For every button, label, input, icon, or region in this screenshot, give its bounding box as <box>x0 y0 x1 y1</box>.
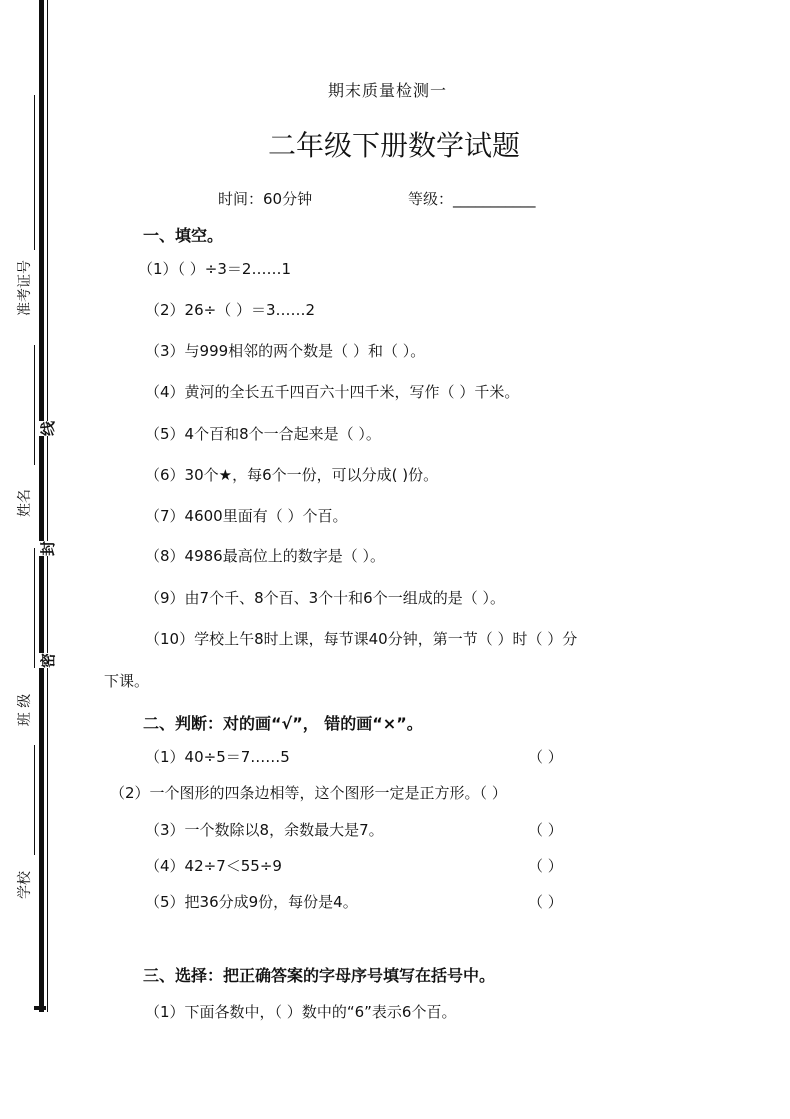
section1-heading: 一、填空。 <box>143 226 224 245</box>
section1-item-7: （7）4600里面有（ ）个百。 <box>145 507 348 525</box>
section1-item-10-cont: 下课。 <box>104 672 150 690</box>
binding-thin-line <box>47 0 48 1012</box>
section1-item-5: （5）4个百和8个一合起来是（ ）。 <box>145 425 381 443</box>
exam-number-fill-line <box>34 95 35 250</box>
section2-item-1: （1）40÷5＝7……5 <box>145 748 290 766</box>
section1-item-4: （4）黄河的全长五千四百六十四千米，写作（ ）千米。 <box>145 383 520 401</box>
section3-heading: 三、选择：把正确答案的字母序号填写在括号中。 <box>143 966 496 985</box>
section2-heading: 二、判断：对的画“√”， 错的画“×”。 <box>143 714 423 733</box>
grade-field: 等级：___________ <box>408 190 536 208</box>
school-label: 学校 <box>17 871 33 899</box>
name-label: 姓名 <box>17 489 33 517</box>
section2-item-3: （3）一个数除以8，余数最大是7。 <box>145 821 384 839</box>
close-mark: 密 <box>39 652 58 669</box>
section1-item-3: （3）与999相邻的两个数是（ ）和（ ）。 <box>145 342 426 360</box>
class-fill-line <box>34 548 35 668</box>
section1-item-1: （1）（ ）÷3＝2……1 <box>138 260 292 278</box>
section1-item-8: （8）4986最高位上的数字是（ ）。 <box>145 547 385 565</box>
section1-item-2: （2）26÷（ ）＝3……2 <box>145 301 316 319</box>
section1-item-10: （10）学校上午8时上课，每节课40分钟，第一节（ ）时（ ）分 <box>145 630 578 648</box>
section2-item-4-answer: （ ） <box>528 857 563 875</box>
section2-item-5: （5）把36分成9份，每份是4。 <box>145 893 358 911</box>
exam-title: 二年级下册数学试题 <box>268 129 521 162</box>
binding-bottom-tick <box>34 1006 46 1010</box>
exam-subtitle: 期末质量检测一 <box>328 81 448 100</box>
school-fill-line <box>34 745 35 855</box>
section1-item-6: （6）30个★，每6个一份，可以分成( )份。 <box>145 466 439 484</box>
section1-item-9: （9）由7个千、8个百、3个十和6个一组成的是（ ）。 <box>145 589 505 607</box>
section2-item-2: （2）一个图形的四条边相等，这个图形一定是正方形。（ ） <box>110 784 507 802</box>
name-fill-line <box>34 345 35 465</box>
section2-item-3-answer: （ ） <box>528 821 563 839</box>
seal-mark: 封 <box>39 540 58 557</box>
section2-item-1-answer: （ ） <box>528 748 563 766</box>
binding-thick-line <box>39 0 44 1012</box>
section2-item-5-answer: （ ） <box>528 893 563 911</box>
class-label: 班 级 <box>17 693 34 727</box>
exam-number-label: 准考证号 <box>17 260 33 316</box>
line-mark: 线 <box>39 420 58 437</box>
exam-time: 时间：60分钟 <box>218 190 313 208</box>
section3-item-1: （1）下面各数中，（ ）数中的“6”表示6个百。 <box>145 1003 457 1021</box>
section2-item-4: （4）42÷7＜55÷9 <box>145 857 282 875</box>
